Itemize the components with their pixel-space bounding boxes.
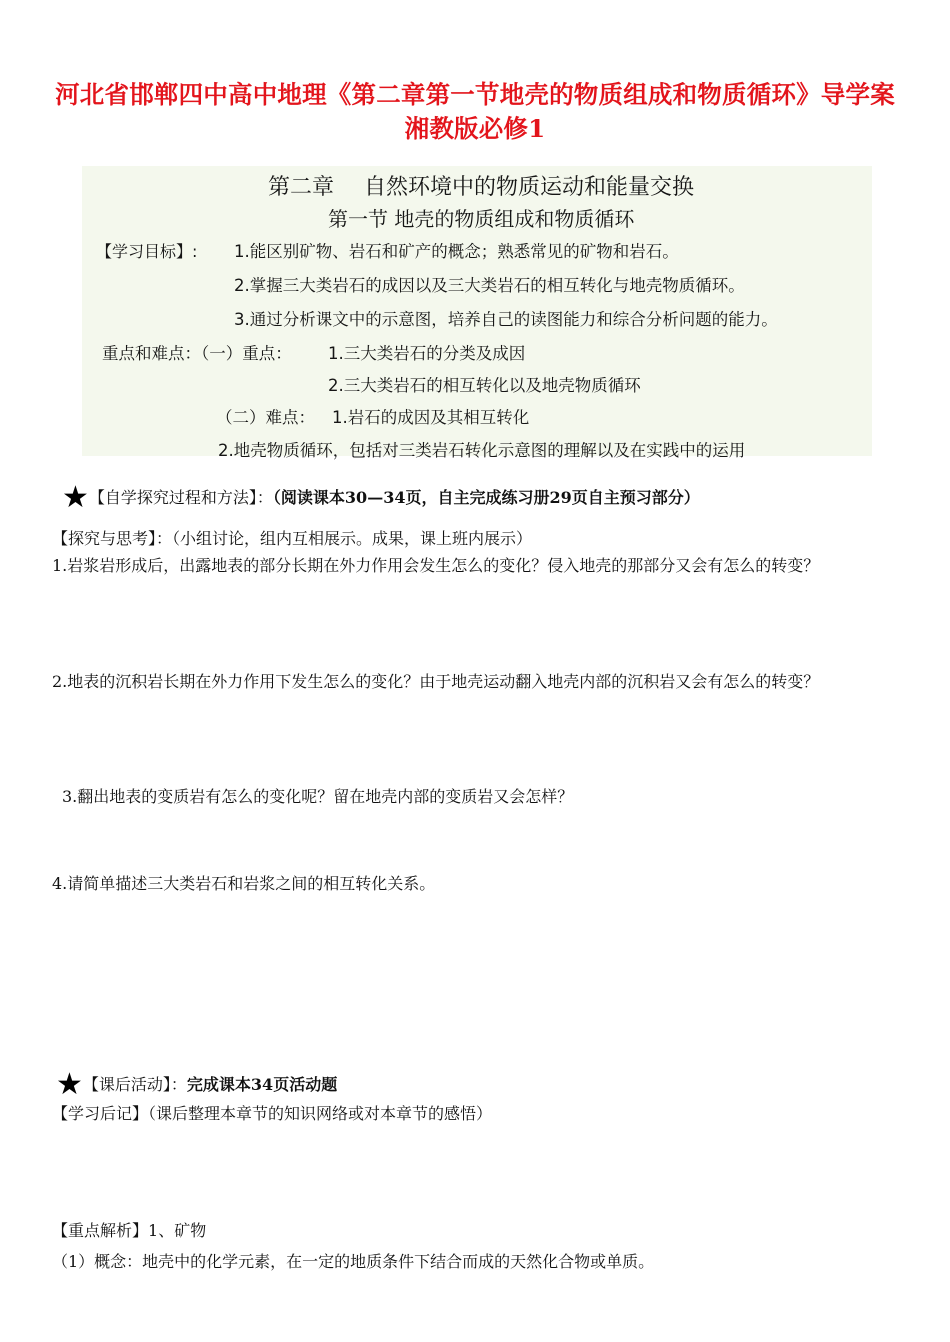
- question-2: 2.地表的沉积岩长期在外力作用下发生怎么的变化？由于地壳运动翻入地壳内部的沉积岩又会有怎么的转变？: [52, 672, 820, 691]
- objective-3: 3.通过分析课文中的示意图，培养自己的读图能力和综合分析问题的能力。: [234, 310, 778, 329]
- explore-heading: [52, 526, 532, 549]
- after-class-heading: [56, 1067, 338, 1102]
- question-4: 4.请简单描述三大类岩石和岩浆之间的相互转化关系。: [52, 874, 436, 893]
- chapter-number: 第二章: [268, 175, 335, 200]
- chapter-heading: [268, 170, 694, 201]
- after-class-instruction: 完成课本34页活动题: [186, 1075, 338, 1094]
- notes-label: 【学习后记】: [52, 1104, 149, 1123]
- star-icon: ★: [62, 480, 89, 515]
- self-study-instruction: （阅读课本30—34页，自主完成练习册29页自主预习部分）: [272, 488, 700, 507]
- objectives-label: 【学习目标】:: [96, 242, 198, 261]
- explore-label: 【探究与思考】：: [52, 529, 173, 548]
- difficulty-2: 2.地壳物质循环，包括对三类岩石转化示意图的理解以及在实践中的运用: [218, 441, 746, 460]
- question-3: 3.翻出地表的变质岩有怎么的变化呢？留在地壳内部的变质岩又会怎样？: [62, 787, 574, 806]
- mineral-concept: （1）概念：地壳中的化学元素，在一定的地质条件下结合而成的天然化合物或单质。: [52, 1252, 655, 1271]
- key-point-1: 1.三大类岩石的分类及成因: [328, 344, 526, 363]
- difficulties-label: （二）难点：: [216, 408, 315, 427]
- self-study-label: 【自学探究过程和方法】：: [88, 488, 273, 507]
- section-heading: 第一节 地壳的物质组成和物质循环: [328, 207, 635, 231]
- chapter-name: 自然环境中的物质运动和能量交换: [364, 175, 695, 200]
- document-title: 河北省邯郸四中高中地理《第二章第一节地壳的物质组成和物质循环》导学案 湘教版必修1: [55, 80, 895, 143]
- objective-2: 2.掌握三大类岩石的成因以及三大类岩石的相互转化与地壳物质循环。: [234, 276, 745, 295]
- objective-1: 1.能区别矿物、岩石和矿产的概念；熟悉常见的矿物和岩石。: [234, 242, 679, 261]
- question-1: 1.岩浆岩形成后，出露地表的部分长期在外力作用会发生怎么的变化？侵入地壳的那部分又会有怎么的转变？: [52, 556, 820, 575]
- analysis-heading: [52, 1218, 206, 1241]
- after-class-label: 【课后活动】：: [82, 1075, 187, 1094]
- analysis-item: 1、矿物: [148, 1221, 207, 1240]
- key-points-label: 重点和难点：（一）重点：: [102, 344, 292, 363]
- difficulty-1: 1.岩石的成因及其相互转化: [332, 408, 530, 427]
- notes-heading: [52, 1101, 492, 1124]
- explore-instruction: （小组讨论，组内互相展示。成果，课上班内展示）: [172, 529, 533, 548]
- analysis-label: 【重点解析】: [52, 1221, 149, 1240]
- star-icon: ★: [56, 1067, 83, 1102]
- self-study-heading: [62, 480, 700, 515]
- key-point-2: 2.三大类岩石的相互转化以及地壳物质循环: [328, 376, 641, 395]
- notes-instruction: （课后整理本章节的知识网络或对本章节的感悟）: [148, 1104, 493, 1123]
- lesson-banner-image: [82, 166, 872, 460]
